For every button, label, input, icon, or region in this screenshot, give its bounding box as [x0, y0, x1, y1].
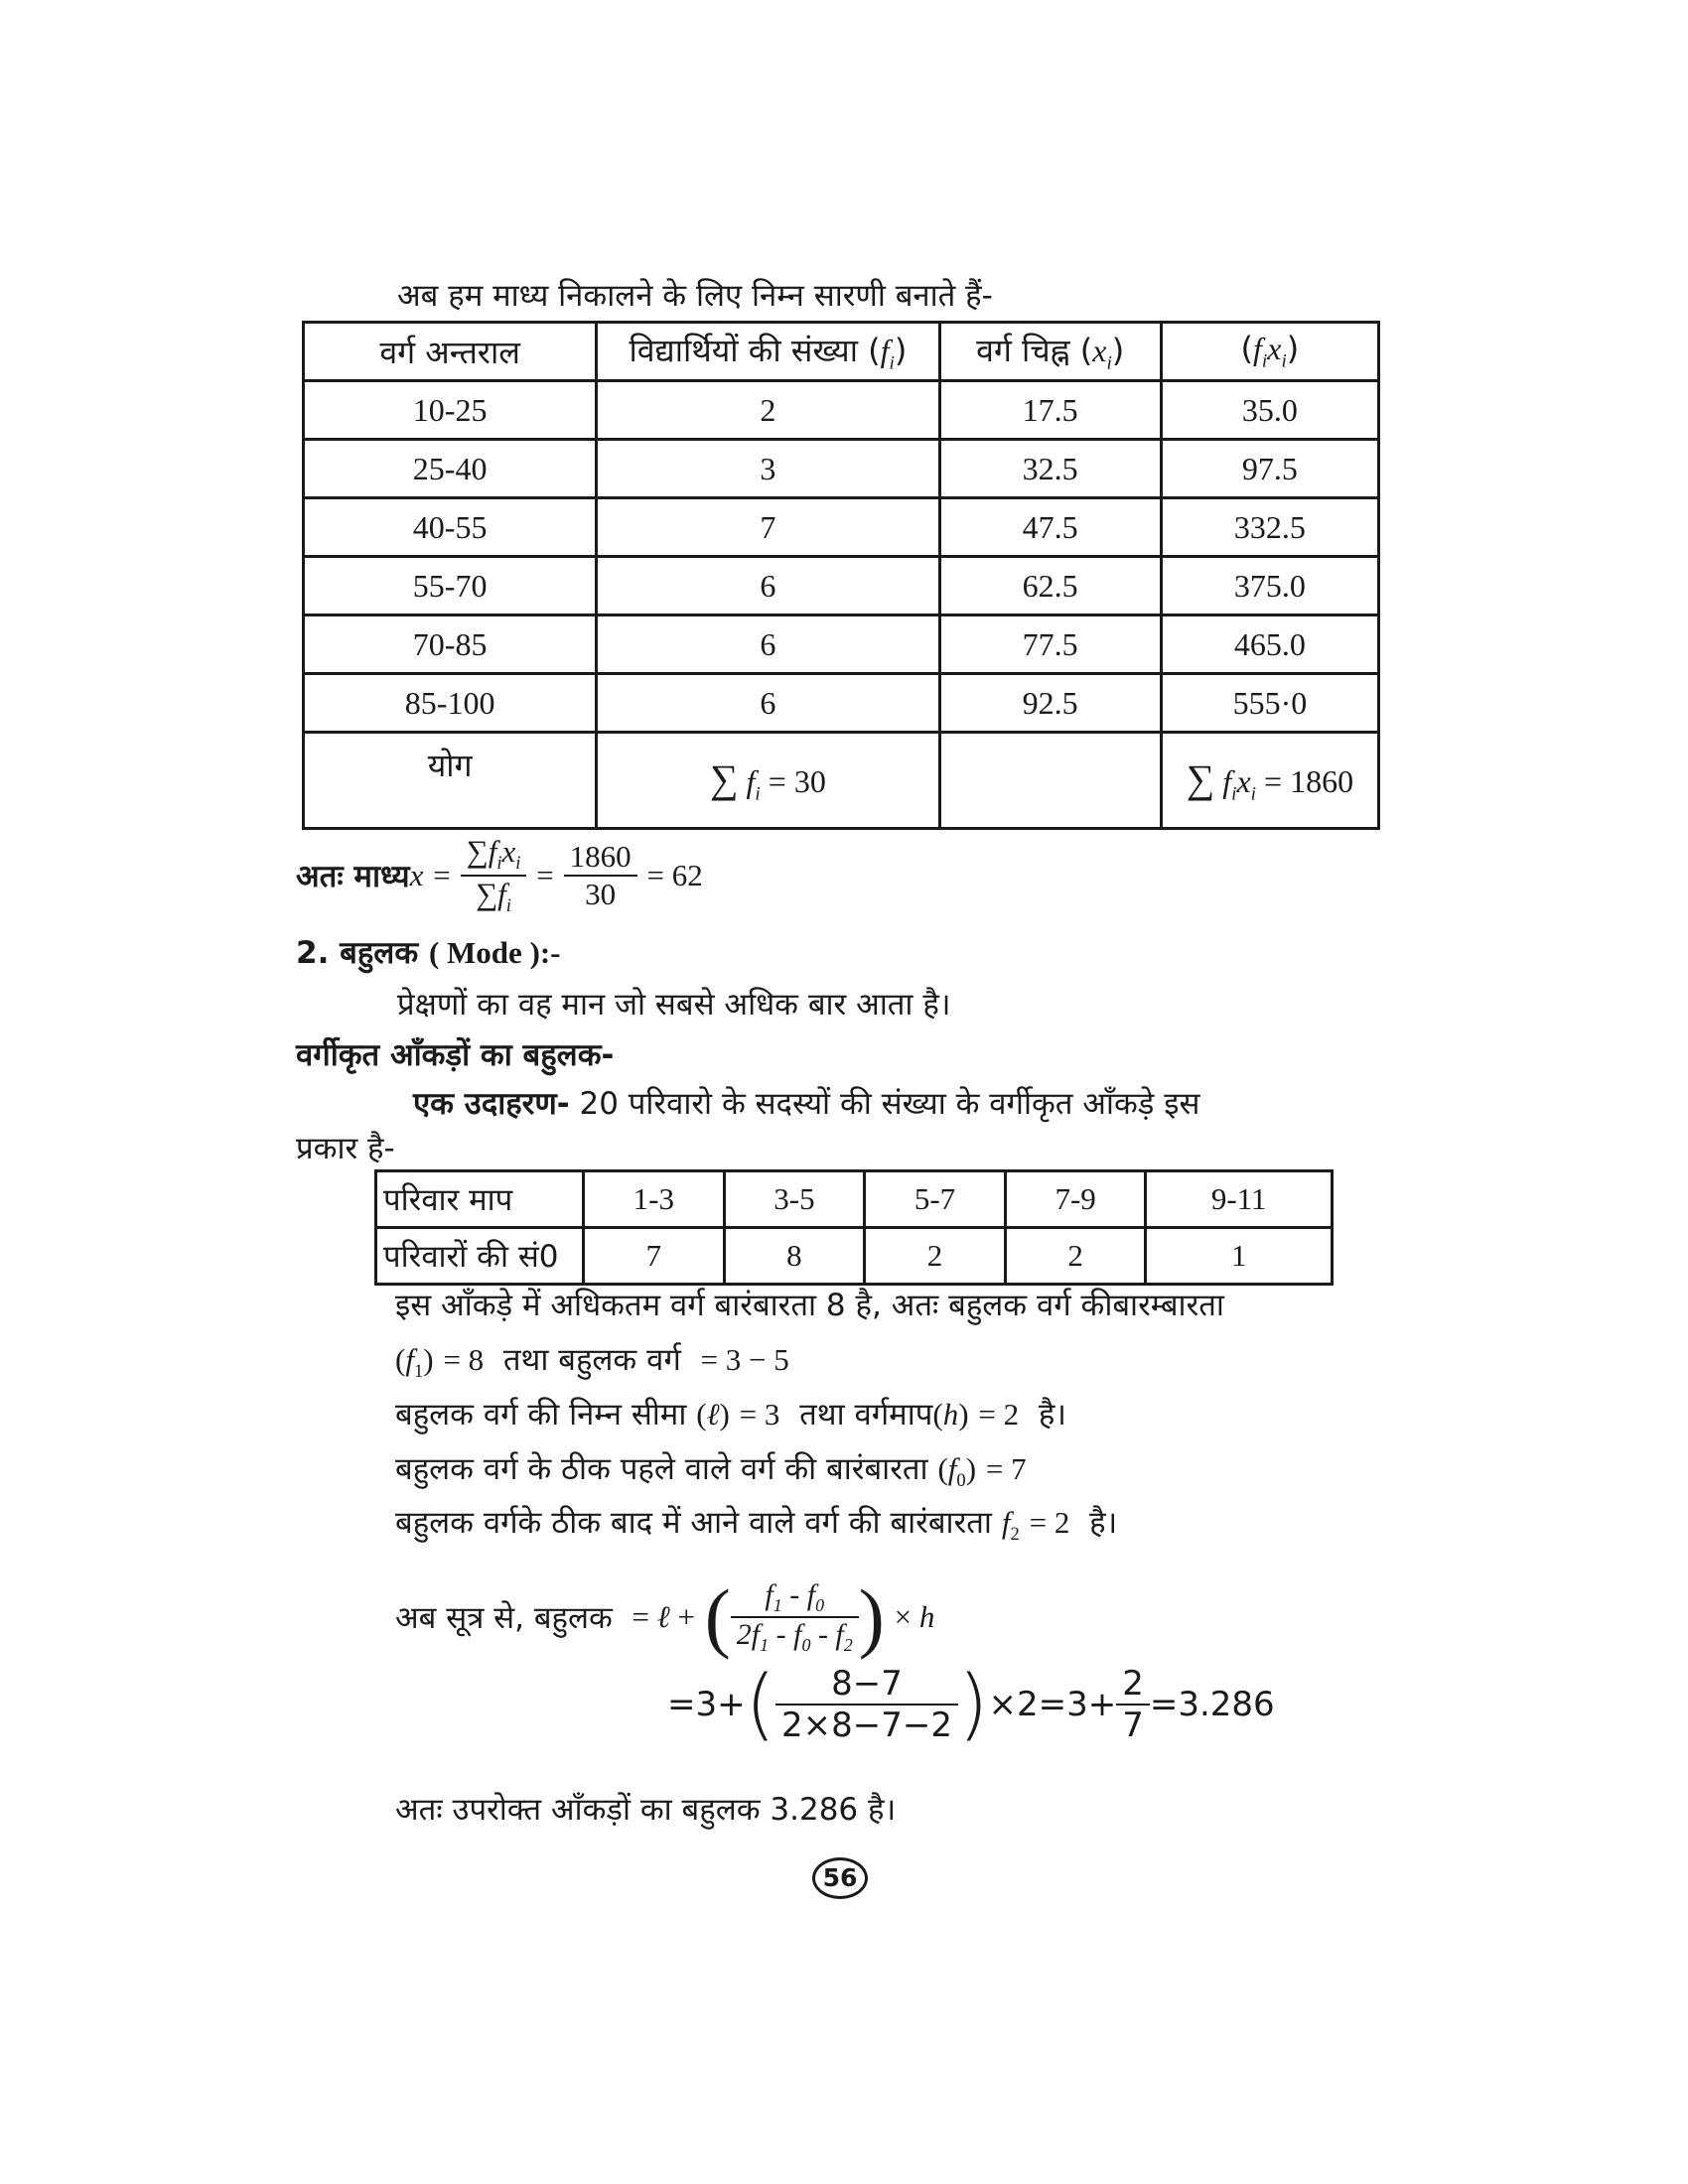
table-row [376, 1171, 1333, 1228]
mean-denominator: 30 [564, 875, 637, 912]
f0-value: = 7 [985, 1451, 1027, 1486]
sum-frequency: ∑ $f_i = 30$ [597, 733, 939, 829]
table-row [304, 557, 1379, 615]
modal-class-value: = 3 − 5 [700, 1342, 789, 1377]
cell: 7-9 [1005, 1171, 1146, 1228]
cell: 6 [597, 674, 939, 733]
example-line [413, 1086, 1200, 1122]
class-size-label: तथा वर्गमाप [799, 1397, 933, 1433]
mode-heading-english: ( Mode ):- [428, 935, 561, 970]
mode-heading [296, 937, 561, 969]
header-frequency-label: विद्यार्थियों की संख्या ( [629, 331, 881, 369]
mode-calculation: =3+( $\frac{8-7}{2\times 8-7-2}$ )×2=3+ $\frac{2}{7}$ =3.286 [667, 1660, 1275, 1749]
sum-fx-value: = 1860 [1264, 762, 1354, 799]
mean-table [302, 321, 1380, 830]
cell: 62.5 [939, 557, 1161, 615]
sum-fx: ∑ $f_ix_i = 1860$ [1161, 733, 1378, 829]
example-text: 20 परिवारो के सदस्यों की संख्या के वर्गीकृत आँकड़े इस [579, 1086, 1200, 1122]
cell: 5-7 [865, 1171, 1006, 1228]
family-table [374, 1169, 1334, 1286]
explanation-line-3: बहुलक वर्ग की निम्न सीमा (ℓ) = 3 तथा वर्गमाप(h) = 2 है। [395, 1397, 1067, 1433]
calc-prefix: =3+ [667, 1685, 746, 1724]
cell: 10-25 [304, 381, 597, 440]
cell: 1 [1146, 1228, 1333, 1285]
table-row [376, 1228, 1333, 1285]
cell: 2 [865, 1228, 1006, 1285]
class-size-value: = 2 [978, 1397, 1020, 1432]
cell: 77.5 [939, 615, 1161, 674]
page-number: 56 [812, 1857, 868, 1899]
modal-class-label: तथा बहुलक वर्ग [502, 1342, 681, 1378]
f1-value: = 8 [443, 1342, 485, 1377]
table-row [304, 381, 1379, 440]
explanation-line-4: बहुलक वर्ग के ठीक पहले वाले वर्ग की बारंबारता $(f_0) = 7$ [395, 1451, 1027, 1492]
cell: 7 [597, 498, 939, 557]
mode-definition: प्रेक्षणों का वह मान जो सबसे अधिक बार आता है। [397, 987, 951, 1023]
sum-frequency-value: = 30 [768, 762, 826, 799]
table-row [304, 498, 1379, 557]
calc-middle: ×2=3+ [988, 1685, 1117, 1724]
table-row [304, 615, 1379, 674]
example-label: एक उदाहरण- [413, 1086, 570, 1122]
cell: 6 [597, 557, 939, 615]
lower-limit-value: = 3 [739, 1397, 780, 1432]
mean-prefix: अतः माध्य [296, 859, 410, 895]
cell: 47.5 [939, 498, 1161, 557]
f2-value: = 2 [1029, 1505, 1070, 1540]
cell: 3-5 [724, 1171, 865, 1228]
calc-numerator: 8−7 [831, 1664, 903, 1704]
cell: 2 [597, 381, 939, 440]
f0-label: बहुलक वर्ग के ठीक पहले वाले वर्ग की बारंबारता [395, 1451, 928, 1487]
header-frequency: विद्यार्थियों की संख्या $(f_i)$ [597, 323, 939, 381]
mean-numerator: 1860 [569, 839, 632, 875]
calc-fraction-2 [1116, 1664, 1150, 1745]
mean-fraction-symbolic: $\frac{\sum f_ix_i}{\sum f_i}$ [461, 834, 527, 917]
cell: 9-11 [1146, 1171, 1333, 1228]
mode-formula-fraction: $\frac{f_1 - f_0}{2f_1 - f_0 - f_2}$ [731, 1578, 859, 1656]
example-text-cont: प्रकार है- [296, 1131, 395, 1166]
intro-text: अब हम माध्य निकालने के लिए निम्न सारणी बनाते हैं- [397, 278, 993, 314]
conclusion: अतः उपरोक्त आँकड़ों का बहुलक 3.286 है। [395, 1792, 897, 1828]
formula-prefix: अब सूत्र से, बहुलक [395, 1600, 613, 1636]
f2-label: बहुलक वर्गके ठीक बाद में आने वाले वर्ग की बारंबारता [395, 1505, 992, 1541]
mean-result: = 62 [646, 858, 703, 893]
cell: 3 [597, 440, 939, 498]
cell: 332.5 [1161, 498, 1378, 557]
calc-fraction [775, 1664, 958, 1745]
header-fx-paren: ( [1240, 330, 1253, 368]
cell: 85-100 [304, 674, 597, 733]
table-header-row [304, 323, 1379, 381]
cell: 555·0 [1161, 674, 1378, 733]
cell: 2 [1005, 1228, 1146, 1285]
grouped-heading: वर्गीकृत आँकड़ों का बहुलक- [296, 1037, 615, 1073]
line-end: है। [1089, 1505, 1118, 1541]
cell: 25-40 [304, 440, 597, 498]
cell: 6 [597, 615, 939, 674]
row-label: परिवार माप [376, 1171, 584, 1228]
table-row [304, 440, 1379, 498]
mean-formula: अतः माध्यx = $\frac{\sum f_ix_i}{\sum f_i}$ = $\frac{1860}{30}$ = 62 [296, 834, 703, 917]
cell: 92.5 [939, 674, 1161, 733]
cell: 70-85 [304, 615, 597, 674]
calc-fraction-2-den: 7 [1116, 1704, 1150, 1745]
cell: 40-55 [304, 498, 597, 557]
empty-cell [939, 733, 1161, 829]
explanation-line-2: $(f_1) = 8$ तथा बहुलक वर्ग = 3 − 5 [395, 1342, 789, 1383]
calc-fraction-2-num: 2 [1122, 1664, 1144, 1704]
mean-fraction-numeric [564, 839, 637, 912]
table-total-row [304, 733, 1379, 829]
cell: 7 [584, 1228, 725, 1285]
explanation-line-1: इस आँकड़े में अधिकतम वर्ग बारंबारता 8 है, अतः बहुलक वर्ग कीबारम्बारता [395, 1288, 1224, 1323]
cell: 32.5 [939, 440, 1161, 498]
cell: 17.5 [939, 381, 1161, 440]
mode-heading-hindi: 2. बहुलक [296, 935, 419, 971]
table-row [304, 674, 1379, 733]
calc-result: =3.286 [1149, 1685, 1275, 1724]
cell: 1-3 [584, 1171, 725, 1228]
cell: 8 [724, 1228, 865, 1285]
cell: 375.0 [1161, 557, 1378, 615]
calc-denominator: 2×8−7−2 [775, 1704, 958, 1745]
line-end: है। [1038, 1397, 1067, 1433]
cell: 97.5 [1161, 440, 1378, 498]
header-fx: $(f_ix_i)$ [1161, 323, 1378, 381]
row-label: परिवारों की सं0 [376, 1228, 584, 1285]
header-class-interval: वर्ग अन्तराल [304, 323, 597, 381]
mode-formula: अब सूत्र से, बहुलक = ℓ + ( $\frac{f_1 - f_0}{2f_1 - f_0 - f_2}$ ) × h [395, 1573, 935, 1660]
cell: 465.0 [1161, 615, 1378, 674]
header-class-mark: वर्ग चिह्न $(x_i)$ [939, 323, 1161, 381]
cell: 35.0 [1161, 381, 1378, 440]
header-class-mark-label: वर्ग चिह्न ( [976, 331, 1093, 369]
total-label: योग [304, 733, 597, 829]
explanation-line-5: बहुलक वर्गके ठीक बाद में आने वाले वर्ग की बारंबारता $f_2 = 2$ है। [395, 1505, 1118, 1546]
cell: 55-70 [304, 557, 597, 615]
lower-limit-label: बहुलक वर्ग की निम्न सीमा [395, 1397, 687, 1433]
